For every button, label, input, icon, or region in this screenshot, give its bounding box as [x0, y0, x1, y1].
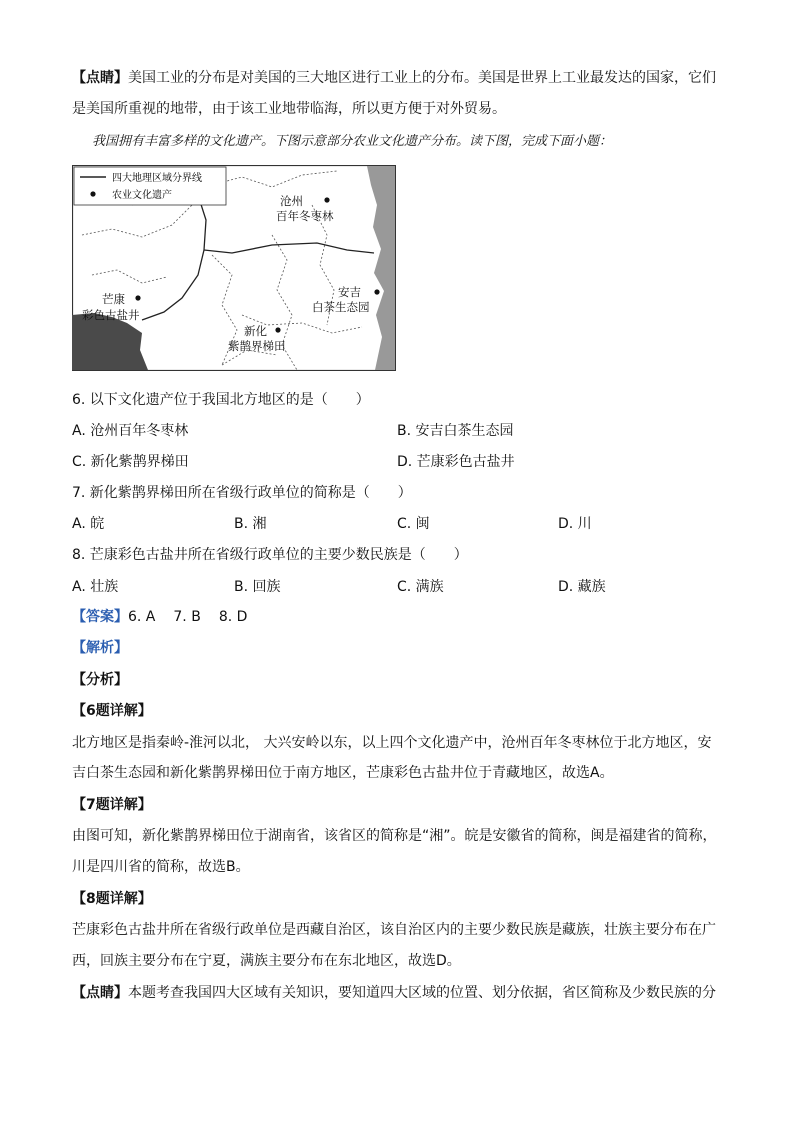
site-xinhua: 紫鹊界梯田	[228, 339, 286, 353]
place-xinhua: 新化	[244, 324, 267, 338]
q6-option-d: D. 芒康彩色古盐井	[397, 454, 515, 470]
q7-option-a: A. 皖	[72, 516, 105, 532]
prev-tip-text1: 美国工业的分布是对美国的三大地区进行工业上的分布。美国是世界上工业最发达的国家，它们	[128, 70, 716, 86]
q7-option-b: B. 湘	[234, 516, 267, 532]
q7-stem: 7. 新化紫鹊界梯田所在省级行政单位的简称是（ ）	[72, 485, 412, 501]
q6-option-b: B. 安吉白茶生态园	[397, 423, 514, 439]
q8-detail-line1: 芒康彩色古盐井所在省级行政单位是西藏自治区，该自治区内的主要少数民族是藏族，壮族主要分布在广	[72, 922, 716, 938]
site-anji: 白茶生态园	[312, 300, 370, 314]
map-legend	[74, 167, 226, 205]
site-cangzhou: 百年冬枣林	[276, 209, 334, 223]
heritage-dot-xinhua	[275, 327, 280, 332]
legend-boundary-label: 四大地理区域分界线	[112, 173, 202, 184]
q8-option-c: C. 满族	[397, 579, 444, 595]
q7-detail-label: 【7题详解】	[72, 797, 152, 813]
site-mangkang: 彩色古盐井	[82, 308, 140, 322]
q6-option-a: A. 沧州百年冬枣林	[72, 423, 189, 439]
answer-item-6: 6. A	[128, 609, 156, 625]
legend-dot-symbol	[90, 191, 95, 196]
prev-tip-tag: 【点睛】	[72, 70, 128, 86]
q8-option-a: A. 壮族	[72, 579, 119, 595]
legend-heritage-label: 农业文化遗产	[112, 190, 172, 201]
heritage-map	[72, 165, 396, 371]
q6-stem: 6. 以下文化遗产位于我国北方地区的是（ ）	[72, 392, 370, 408]
place-mangkang: 芒康	[102, 292, 125, 306]
place-anji: 安吉	[338, 285, 361, 299]
heritage-dot-cangzhou	[324, 197, 329, 202]
answer-item-8: 8. D	[218, 609, 248, 625]
question-intro: 我国拥有丰富多样的文化遗产。下图示意部分农业文化遗产分布。读下图，完成下面小题：	[92, 134, 613, 149]
q8-detail-label: 【8题详解】	[72, 891, 152, 907]
q8-option-b: B. 回族	[234, 579, 281, 595]
tip-tag: 【点睛】	[72, 985, 128, 1001]
q8-stem: 8. 芒康彩色古盐井所在省级行政单位的主要少数民族是（ ）	[72, 547, 468, 563]
q7-detail-line2: 川是四川省的简称，故选B。	[72, 859, 250, 875]
heritage-dot-anji	[374, 289, 379, 294]
answer-item-7: 7. B	[173, 609, 201, 625]
jiexi-label: 【解析】	[72, 640, 128, 656]
q6-detail-label: 【6题详解】	[72, 703, 152, 719]
q7-detail-line1: 由图可知，新化紫鹊界梯田位于湖南省，该省区的简称是“湘”。皖是安徽省的简称，闽是福建省的简称，	[72, 828, 717, 844]
fenxi-label: 【分析】	[72, 672, 128, 688]
tip-text1: 本题考查我国四大区域有关知识，要知道四大区域的位置、划分依据，省区简称及少数民族的分	[128, 985, 716, 1001]
answer-label: 【答案】	[72, 609, 128, 625]
tip-line1	[72, 983, 716, 1003]
q8-option-d: D. 藏族	[558, 579, 606, 595]
q6-detail-line1: 北方地区是指秦岭-淮河以北， 大兴安岭以东，以上四个文化遗产中，沧州百年冬枣林位于北方地区，安	[72, 735, 712, 751]
q8-detail-line2: 西，回族主要分布在宁夏，满族主要分布在东北地区，故选D。	[72, 953, 461, 969]
prev-tip-line2: 是美国所重视的地带，由于该工业地带临海，所以更方便于对外贸易。	[72, 101, 506, 117]
place-cangzhou: 沧州	[280, 194, 303, 208]
q7-option-c: C. 闽	[397, 516, 430, 532]
prev-tip-line1	[72, 68, 716, 88]
q6-option-c: C. 新化紫鹊界梯田	[72, 454, 189, 470]
answer-line	[72, 607, 265, 627]
q6-detail-line2: 吉白茶生态园和新化紫鹊界梯田位于南方地区，芒康彩色古盐井位于青藏地区，故选A。	[72, 765, 614, 781]
heritage-dot-mangkang	[135, 295, 140, 300]
q7-option-d: D. 川	[558, 516, 592, 532]
